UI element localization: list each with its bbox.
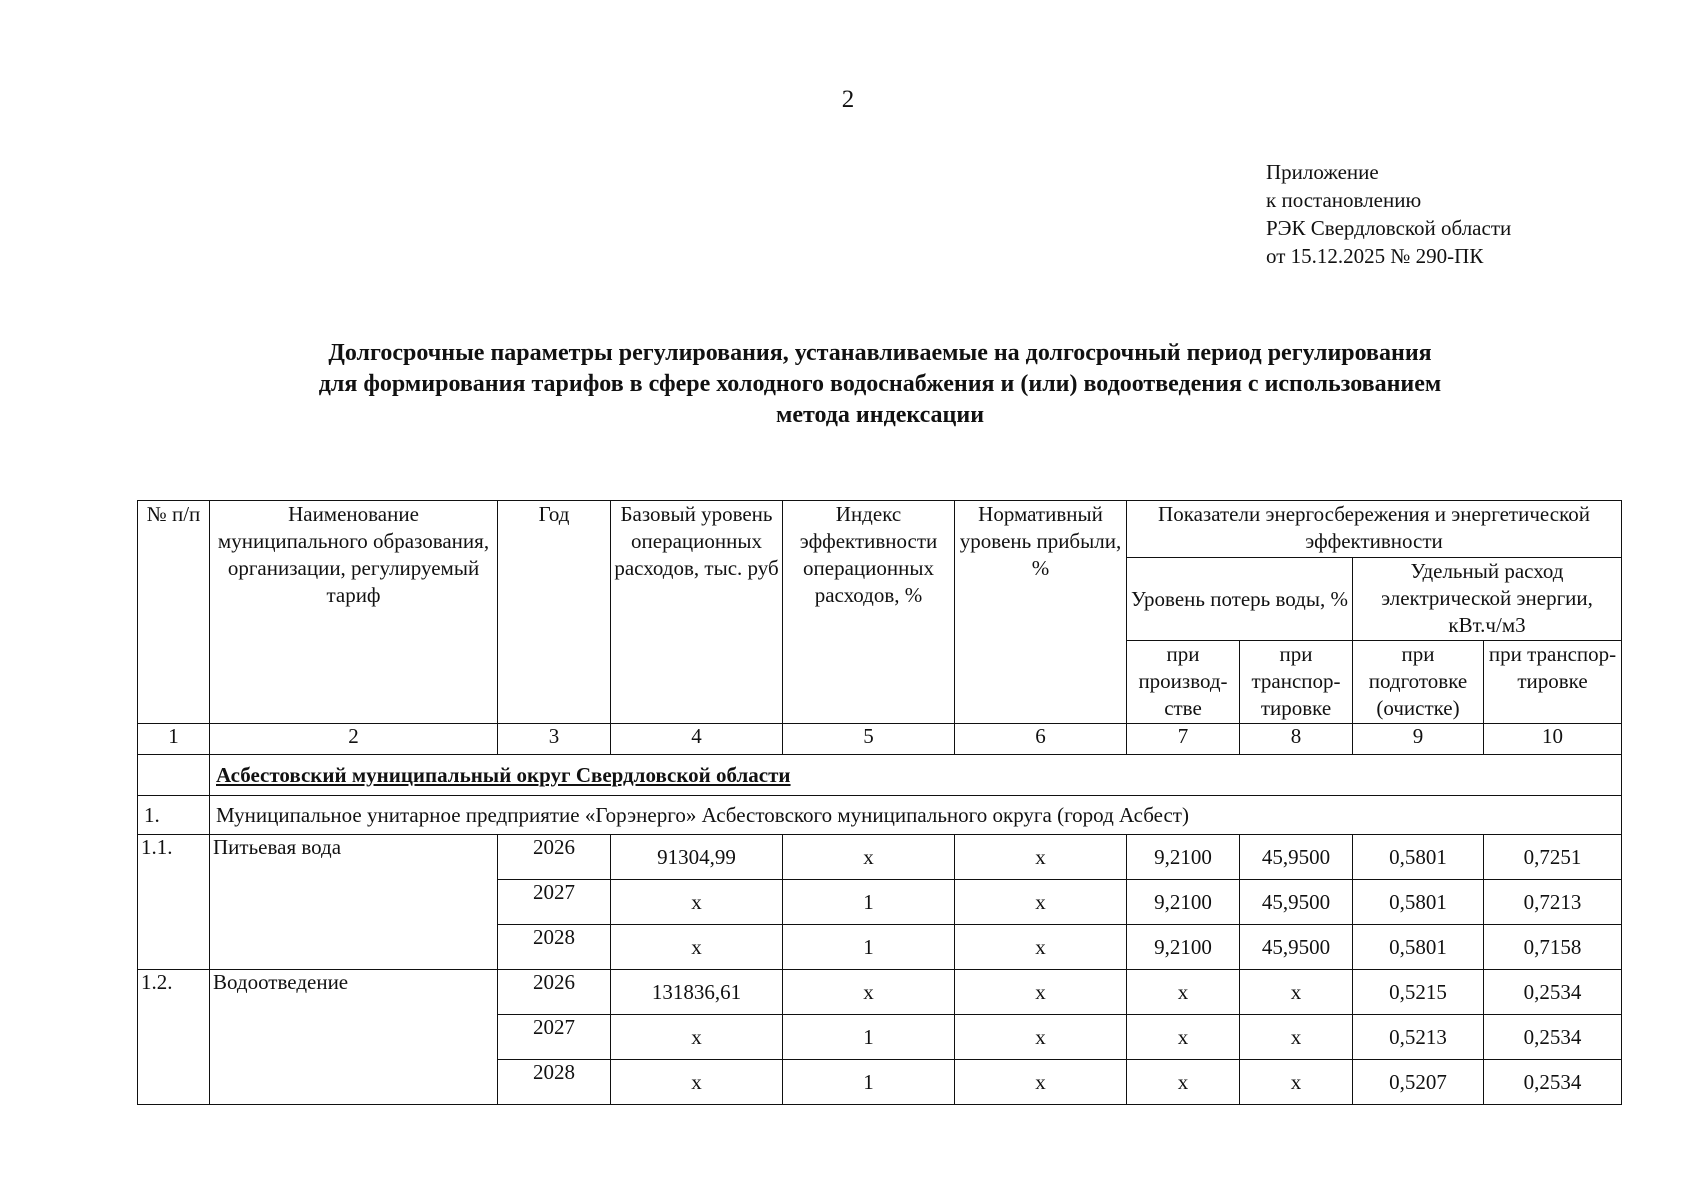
org-name: Муниципальное унитарное предприятие «Горэнерго» Асбестовского муниципального округа (город Асбест) [210,796,1622,835]
appendix-line: Приложение [1266,160,1379,184]
header-efficiency-index: Индекс эффективности операционных расходов, % [783,501,955,724]
cell-profit-level: x [955,880,1127,925]
column-number: 2 [210,724,498,755]
cell-loss-transport: x [1240,1060,1353,1105]
cell-el-transport: 0,7213 [1484,880,1622,925]
cell-el-transport: 0,7158 [1484,925,1622,970]
header-loss-production: при производ-стве [1127,641,1240,724]
cell-base-opex: 131836,61 [611,970,783,1015]
cell-profit-level: x [955,1015,1127,1060]
title-line: метода индексации [775,402,985,428]
column-number: 6 [955,724,1127,755]
header-row [138,501,1622,558]
row-group-number: 1.2. [138,970,210,1105]
cell-loss-production: 9,2100 [1127,880,1240,925]
section-num-cell [138,755,210,796]
cell-loss-production: x [1127,1015,1240,1060]
cell-el-treatment: 0,5213 [1353,1015,1484,1060]
cell-profit-level: x [955,970,1127,1015]
appendix-line: от 15.12.2025 № 290-ПК [1266,244,1484,268]
cell-el-treatment: 0,5207 [1353,1060,1484,1105]
cell-efficiency-index: x [783,970,955,1015]
cell-year: 2028 [498,1060,611,1105]
cell-el-treatment: 0,5801 [1353,880,1484,925]
cell-loss-transport: 45,9500 [1240,835,1353,880]
cell-year: 2027 [498,1015,611,1060]
cell-efficiency-index: 1 [783,1060,955,1105]
cell-el-treatment: 0,5801 [1353,925,1484,970]
cell-base-opex: 91304,99 [611,835,783,880]
tariff-parameters-table [137,500,1622,1105]
cell-profit-level: x [955,835,1127,880]
column-number: 9 [1353,724,1484,755]
cell-base-opex: x [611,925,783,970]
appendix-block [1266,158,1511,270]
header-profit-level: Нормативный уровень прибыли, % [955,501,1127,724]
column-number: 4 [611,724,783,755]
cell-base-opex: x [611,1060,783,1105]
column-number: 1 [138,724,210,755]
cell-year: 2026 [498,970,611,1015]
cell-el-transport: 0,7251 [1484,835,1622,880]
section-title: Асбестовский муниципальный округ Свердловской области [210,755,1622,796]
appendix-line: РЭК Свердловской области [1266,216,1512,240]
header-electric-group: Удельный расход электрической энергии, кВт.ч/м3 [1353,558,1622,641]
cell-base-opex: x [611,1015,783,1060]
header-losses-group: Уровень потерь воды, % [1127,558,1353,641]
cell-el-transport: 0,2534 [1484,1015,1622,1060]
header-el-transport: при транспор-тировке [1484,641,1622,724]
cell-year: 2028 [498,925,611,970]
title-line: Долгосрочные параметры регулирования, устанавливаемые на долгосрочный период регулирования [328,340,1432,366]
cell-efficiency-index: 1 [783,1015,955,1060]
cell-el-treatment: 0,5801 [1353,835,1484,880]
cell-el-transport: 0,2534 [1484,970,1622,1015]
title-line: для формирования тарифов в сфере холодного водоснабжения и (или) водоотведения с использованием [318,371,1442,397]
page-number: 2 [841,86,855,113]
document-title [195,338,1565,431]
header-el-treatment: при подготовке (очистке) [1353,641,1484,724]
header-num: № п/п [138,501,210,724]
cell-efficiency-index: 1 [783,880,955,925]
cell-profit-level: x [955,1060,1127,1105]
cell-loss-transport: 45,9500 [1240,925,1353,970]
cell-efficiency-index: 1 [783,925,955,970]
cell-loss-transport: x [1240,1015,1353,1060]
cell-loss-production: 9,2100 [1127,925,1240,970]
column-number-row [138,724,1622,755]
org-num: 1. [138,796,210,835]
column-number: 10 [1484,724,1622,755]
cell-loss-transport: x [1240,970,1353,1015]
organization-row [138,796,1622,835]
cell-loss-production: 9,2100 [1127,835,1240,880]
row-group-number: 1.1. [138,835,210,970]
header-name: Наименование муниципального образования, организации, регулируемый тариф [210,501,498,724]
column-number: 3 [498,724,611,755]
cell-efficiency-index: x [783,835,955,880]
cell-profit-level: x [955,925,1127,970]
cell-year: 2027 [498,880,611,925]
cell-base-opex: x [611,880,783,925]
column-number: 5 [783,724,955,755]
header-energy-group: Показатели энергосбережения и энергетической эффективности [1127,501,1622,558]
appendix-line: к постановлению [1266,188,1422,212]
cell-el-transport: 0,2534 [1484,1060,1622,1105]
section-row [138,755,1622,796]
cell-loss-transport: 45,9500 [1240,880,1353,925]
cell-loss-production: x [1127,970,1240,1015]
header-loss-transport: при транспор-тировке [1240,641,1353,724]
row-group-name: Водоотведение [210,970,498,1105]
header-year: Год [498,501,611,724]
cell-el-treatment: 0,5215 [1353,970,1484,1015]
cell-loss-production: x [1127,1060,1240,1105]
table-row [138,970,1622,1015]
column-number: 8 [1240,724,1353,755]
cell-year: 2026 [498,835,611,880]
header-base-opex: Базовый уровень операционных расходов, тыс. руб [611,501,783,724]
column-number: 7 [1127,724,1240,755]
table-row [138,835,1622,880]
row-group-name: Питьевая вода [210,835,498,970]
